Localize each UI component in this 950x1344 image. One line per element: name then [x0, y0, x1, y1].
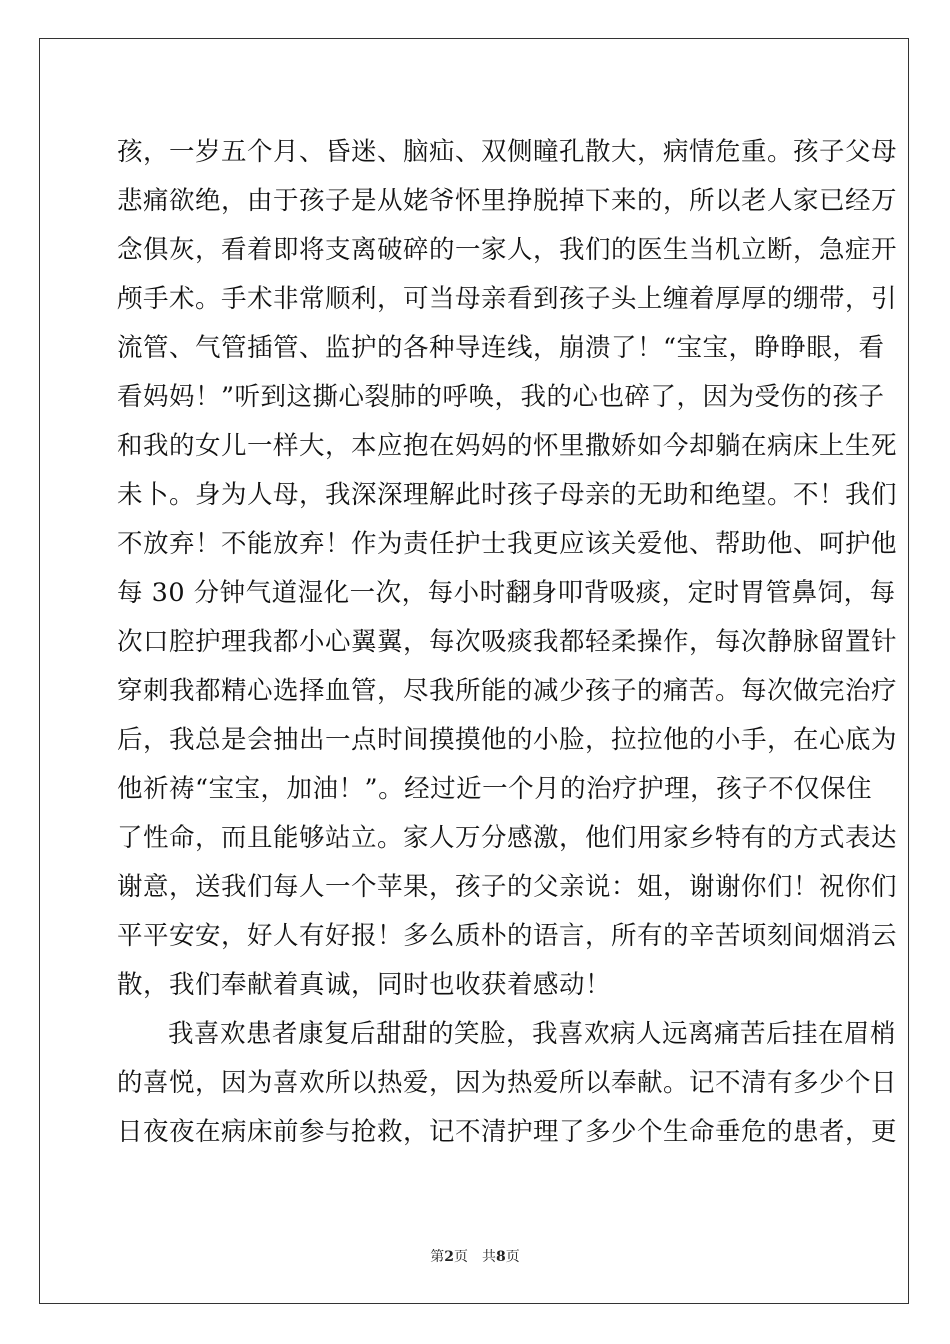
text-line: 散，我们奉献着真诚，同时也收获着感动！: [117, 970, 612, 1000]
text-line: 未卜。身为人母，我深深理解此时孩子母亲的无助和绝望。不！我们: [117, 480, 898, 510]
page-suffix: 页: [454, 1249, 468, 1265]
text-line: 平平安安，好人有好报！多么质朴的语言，所有的辛苦顷刻间烟消云: [117, 921, 898, 951]
paragraph-1: [117, 128, 898, 1010]
text-line: 颅手术。手术非常顺利，可当母亲看到孩子头上缠着厚厚的绷带，引: [117, 284, 898, 314]
text-line: 和我的女儿一样大，本应抱在妈妈的怀里撒娇如今却躺在病床上生死: [117, 431, 898, 461]
text-line: 日夜夜在病床前参与抢救，记不清护理了多少个生命垂危的患者，更: [117, 1117, 898, 1147]
text-line: 悲痛欲绝，由于孩子是从姥爷怀里挣脱掉下来的，所以老人家已经万: [117, 186, 898, 216]
total-page-count: 8: [496, 1249, 506, 1265]
text-line: 念俱灰，看着即将支离破碎的一家人，我们的医生当机立断，急症开: [117, 235, 898, 265]
total-suffix: 页: [505, 1249, 520, 1265]
text-line: 穿刺我都精心选择血管，尽我所能的减少孩子的痛苦。每次做完治疗: [117, 676, 898, 706]
text-line: 谢意，送我们每人一个苹果，孩子的父亲说：姐，谢谢你们！祝你们: [117, 872, 898, 902]
text-line: 后，我总是会抽出一点时间摸摸他的小脸，拉拉他的小手，在心底为: [117, 725, 898, 755]
page-prefix: 第: [430, 1249, 445, 1265]
text-line: 每 30 分钟气道湿化一次，每小时翻身叩背吸痰，定时胃管鼻饲，每: [117, 578, 896, 608]
text-line: 次口腔护理我都小心翼翼，每次吸痰我都轻柔操作，每次静脉留置针: [117, 627, 898, 657]
total-prefix: 共: [482, 1249, 496, 1265]
text-line: 孩，一岁五个月、昏迷、脑疝、双侧瞳孔散大，病情危重。孩子父母: [117, 137, 898, 167]
text-line: 他祈祷“宝宝，加油！”。经过近一个月的治疗护理，孩子不仅保住: [117, 774, 873, 804]
paragraph-2: [117, 1010, 898, 1157]
document-body: [117, 128, 898, 1157]
text-line: 我喜欢患者康复后甜甜的笑脸，我喜欢病人远离痛苦后挂在眉梢: [168, 1019, 897, 1049]
text-line: 流管、气管插管、监护的各种导连线，崩溃了！“宝宝，睁睁眼，看: [117, 333, 885, 363]
current-page-number: 2: [444, 1249, 454, 1265]
text-line: 不放弃！不能放弃！作为责任护士我更应该关爱他、帮助他、呵护他: [117, 529, 898, 559]
text-line: 看妈妈！”听到这撕心裂肺的呼唤，我的心也碎了，因为受伤的孩子: [117, 382, 885, 412]
text-line: 了性命，而且能够站立。家人万分感激，他们用家乡特有的方式表达: [117, 823, 898, 853]
page-footer: [0, 1246, 950, 1266]
text-line: 的喜悦，因为喜欢所以热爱，因为热爱所以奉献。记不清有多少个日: [117, 1068, 898, 1098]
